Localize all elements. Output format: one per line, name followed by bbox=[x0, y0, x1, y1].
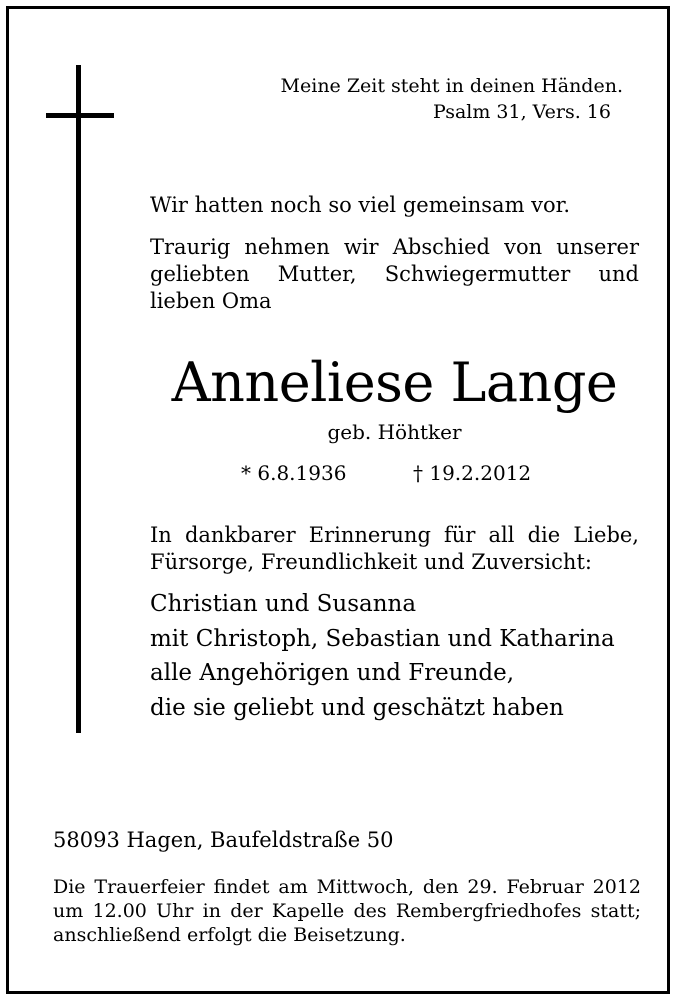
gratitude-text: In dankbarer Erinnerung für all die Liebe, Fürsorge, Freundlichkeit und Zuversicht: bbox=[150, 523, 639, 574]
cross-icon bbox=[76, 65, 81, 733]
obituary-notice bbox=[6, 6, 670, 994]
psalm-motto bbox=[281, 73, 623, 125]
mourner-line: Christian und Susanna bbox=[150, 591, 417, 617]
birth-date: * 6.8.1936 bbox=[241, 461, 347, 485]
intro-text: Wir hatten noch so viel gemeinsam vor. bbox=[150, 193, 571, 217]
death-date: † 19.2.2012 bbox=[413, 461, 532, 485]
funeral-notice: Die Trauerfeier findet am Mittwoch, den 29. Februar 2012 um 12.00 Uhr in der Kapelle des Rembergfriedhofes statt; anschließend erfolgt die Beisetzung. bbox=[53, 876, 641, 946]
motto-source: Psalm 31, Vers. 16 bbox=[432, 101, 611, 123]
mourner-address: 58093 Hagen, Baufeldstraße 50 bbox=[53, 828, 394, 852]
mourners-list bbox=[150, 587, 639, 725]
mourner-line: alle Angehörigen und Freunde, bbox=[150, 660, 515, 686]
cross-icon-bar bbox=[46, 113, 114, 118]
farewell-text: Traurig nehmen wir Abschied von unserer geliebten Mutter, Schwiegermutter und lieben Oma bbox=[150, 235, 639, 313]
mourner-line: mit Christoph, Sebastian und Katharina bbox=[150, 625, 615, 652]
mourner-line: die sie geliebt und geschätzt haben bbox=[150, 694, 564, 721]
motto-quote: Meine Zeit steht in deinen Händen. bbox=[280, 75, 623, 97]
maiden-name: geb. Höhtker bbox=[327, 420, 462, 444]
deceased-name: Anneliese Lange bbox=[171, 351, 618, 414]
